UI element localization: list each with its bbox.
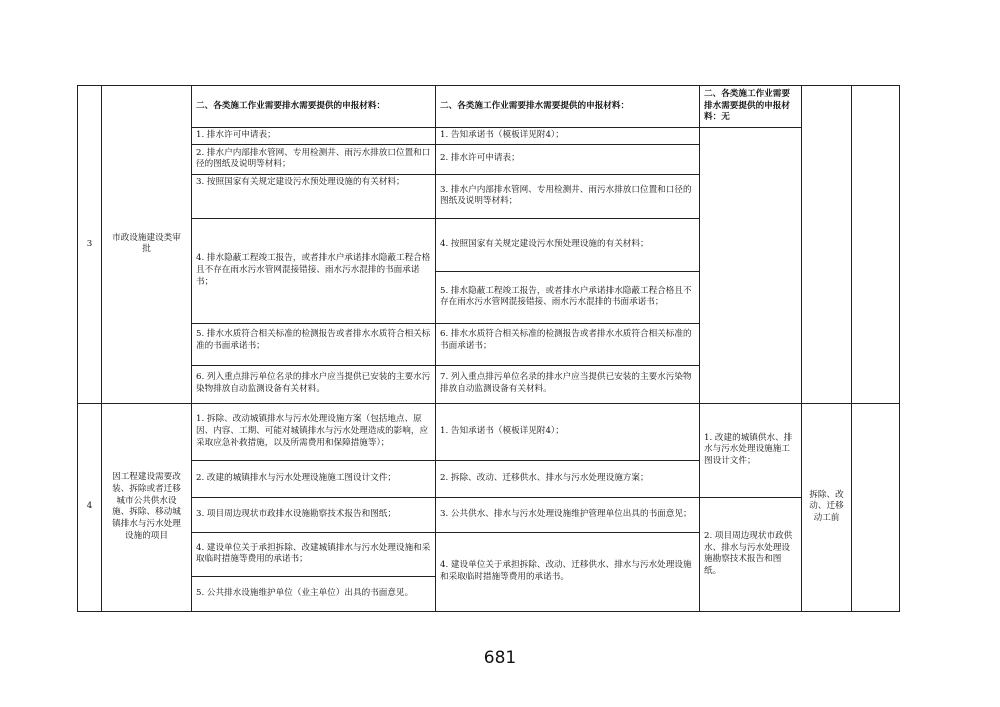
material-b: 5. 排水隐蔽工程竣工报告，或者排水户承诺排水隐蔽工程合格且不存在雨水污水管网混接错接、雨水污水混排的书面承诺书； [436, 271, 700, 323]
material-b: 2. 排水许可申请表； [436, 144, 700, 174]
column-b-header: 二、各类施工作业需要排水需要提供的申报材料： [436, 86, 700, 128]
material-b: 4. 按照国家有关规定建设污水预处理设施的有关材料； [436, 218, 700, 271]
stage-cell [802, 86, 852, 404]
page-number: 681 [483, 648, 517, 668]
row-number: 4 [78, 403, 102, 611]
row-number: 3 [78, 86, 102, 404]
material-a: 4. 排水隐蔽工程竣工报告，或者排水户承诺排水隐蔽工程合格且不存在雨水污水管网混接错接、雨水污水混排的书面承诺书； [192, 218, 436, 323]
material-a: 6. 列入重点排污单位名录的排水户应当提供已安装的主要水污染物排放自动监测设备有关材料。 [196, 372, 431, 394]
material-a: 5. 排水水质符合相关标准的检测报告或者排水水质符合相关标准的书面承诺书； [192, 325, 435, 366]
material-a: 3. 项目周边现状市政排水设施勘察技术报告和图纸； [192, 497, 436, 532]
table-row [78, 86, 900, 128]
note-cell [852, 86, 900, 404]
material-c: 2. 项目周边现状市政供水、排水与污水处理设施勘察技术报告和图纸。 [700, 497, 802, 611]
material-b: 6. 排水水质符合相关标准的检测报告或者排水水质符合相关标准的书面承诺书； [436, 325, 699, 366]
material-a: 4. 建设单位关于承担拆除、改建城镇排水与污水处理设施和采取临时措施等费用的承诺书； [192, 532, 436, 576]
column-a-header: 二、各类施工作业需要排水需要提供的申报材料： [192, 86, 436, 128]
table-row [78, 403, 900, 460]
material-a: 2. 排水户内部排水管网、专用检测井、雨污水排放口位置和口径的图纸及说明等材料； [192, 144, 436, 174]
material-a: 2. 改建的城镇排水与污水处理设施施工图设计文件； [192, 460, 436, 497]
material-a: 1. 排水许可申请表； [192, 128, 436, 145]
material-b: 3. 公共供水、排水与污水处理设施维护管理单位出具的书面意见； [436, 497, 700, 532]
item-name: 因工程建设需要改装、拆除或者迁移城市公共供水设施、拆除、移动城镇排水与污水处理设施的项目 [102, 403, 192, 611]
material-b: 3. 排水户内部排水管网、专用检测井、雨污水排放口位置和口径的图纸及说明等材料； [436, 174, 700, 218]
materials-table [77, 85, 900, 612]
table-row [78, 497, 900, 532]
material-a-pair [192, 323, 436, 403]
column-c-header: 二、各类施工作业需要排水需要提供的申报材料：无 [700, 86, 802, 128]
material-b: 1. 告知承诺书（模板详见附4）； [436, 128, 700, 145]
material-a: 1. 拆除、改动城镇排水与污水处理设施方案（包括地点、原因、内容、工期、可能对城镇排水与污水处理造成的影响，应采取应急补救措施，以及所需费用和保障措施等）； [192, 403, 436, 460]
material-b: 4. 建设单位关于承担拆除、改动、迁移供水、排水与污水处理设施和采取临时措施等费用的承诺书。 [436, 532, 700, 611]
material-b: 2. 拆除、改动、迁移供水、排水与污水处理设施方案； [436, 460, 700, 497]
stage-cell: 拆除、改动、迁移动工前 [802, 403, 852, 611]
material-c-empty [700, 128, 802, 404]
table-row [78, 128, 900, 145]
material-a: 5. 公共排水设施维护单位（业主单位）出具的书面意见。 [192, 576, 436, 611]
material-b: 7. 列入重点排污单位名录的排水户应当提供已安装的主要水污染物排放自动监测设备有关材料。 [440, 372, 692, 394]
item-name: 市政设施建设类审批 [102, 86, 192, 404]
material-a: 3. 按照国家有关规定建设污水预处理设施的有关材料； [192, 174, 436, 218]
material-b: 1. 告知承诺书（模板详见附4）； [436, 403, 700, 460]
material-b-pair [436, 323, 700, 403]
note-cell [852, 403, 900, 611]
material-c: 1. 改建的城镇供水、排水与污水处理设施施工图设计文件； [700, 403, 802, 497]
